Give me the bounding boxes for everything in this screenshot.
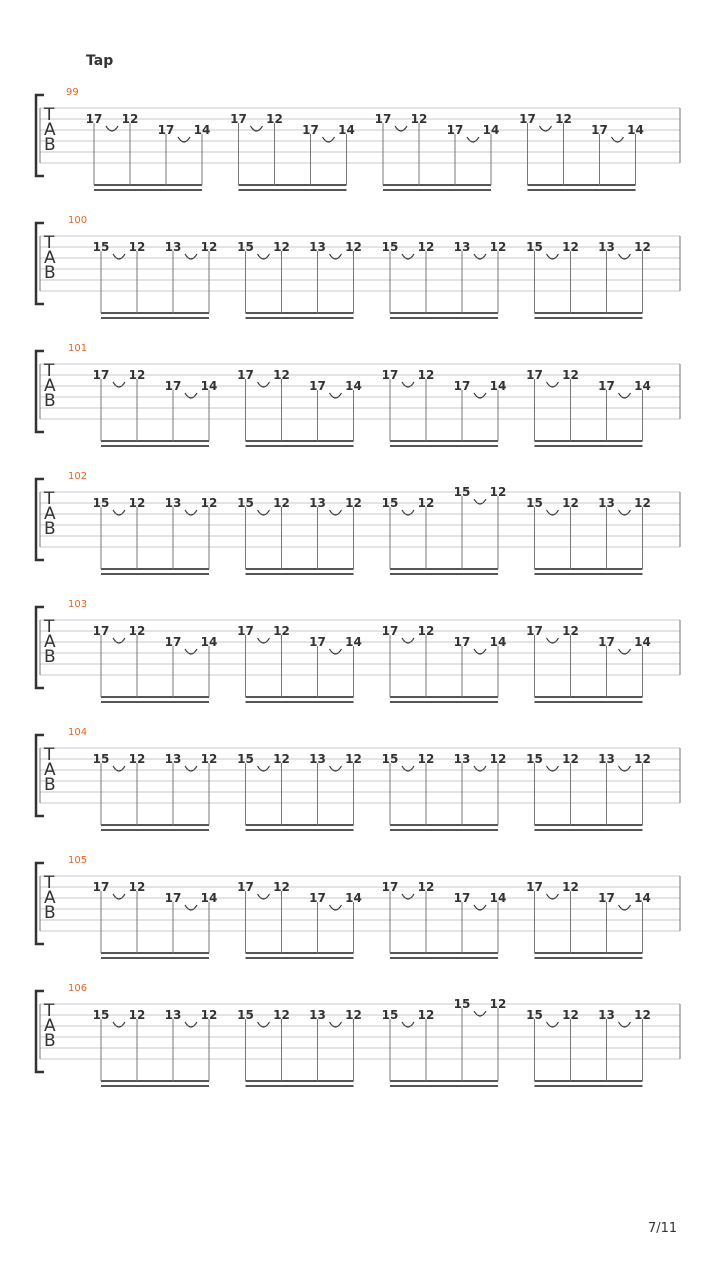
fret-number: 17 (164, 379, 182, 393)
tab-system (36, 471, 680, 574)
fret-number: 12 (273, 368, 290, 382)
fret-number: 13 (309, 240, 326, 254)
fret-number: 17 (598, 635, 615, 649)
tab-clef-letter: T (44, 873, 55, 893)
fret-number: 13 (453, 752, 471, 766)
fret-number: 12 (128, 240, 146, 254)
measure-number: 104 (68, 727, 88, 738)
fret-number: 14 (338, 123, 355, 137)
measure-number: 100 (68, 215, 88, 226)
tab-system (36, 599, 680, 702)
tab-clef-letter: B (44, 903, 56, 923)
fret-number: 15 (92, 752, 110, 766)
fret-number: 14 (634, 379, 651, 393)
fret-number: 13 (598, 240, 615, 254)
fret-number: 14 (627, 123, 644, 137)
fret-number: 17 (237, 624, 254, 638)
fret-number: 14 (200, 891, 218, 905)
fret-number: 17 (92, 368, 110, 382)
fret-number: 17 (85, 112, 103, 126)
fret-number: 12 (128, 1008, 146, 1022)
fret-number: 12 (489, 997, 507, 1011)
tab-clef-letter: T (44, 105, 55, 125)
fret-number: 15 (381, 752, 399, 766)
tab-clef-letter: A (44, 376, 56, 396)
fret-number: 13 (598, 1008, 615, 1022)
fret-number: 14 (200, 379, 218, 393)
fret-number: 15 (453, 485, 471, 499)
page-indicator: 7/11 (648, 1221, 678, 1236)
fret-number: 12 (273, 752, 290, 766)
measure-number: 101 (68, 343, 88, 354)
tab-clef-letter: B (44, 135, 56, 155)
fret-number: 17 (230, 112, 247, 126)
fret-number: 17 (381, 368, 399, 382)
fret-number: 17 (591, 123, 608, 137)
fret-number: 12 (200, 1008, 218, 1022)
fret-number: 14 (634, 891, 651, 905)
fret-number: 12 (121, 112, 139, 126)
fret-number: 12 (200, 752, 218, 766)
tab-clef-letter: T (44, 1001, 55, 1021)
fret-number: 12 (128, 752, 146, 766)
fret-number: 12 (634, 496, 651, 510)
fret-number: 15 (237, 496, 254, 510)
fret-number: 17 (164, 891, 182, 905)
fret-number: 14 (489, 379, 507, 393)
tab-clef-letter: A (44, 248, 56, 268)
fret-number: 12 (489, 240, 507, 254)
fret-number: 17 (453, 635, 471, 649)
fret-number: 13 (598, 496, 615, 510)
fret-number: 12 (489, 485, 507, 499)
fret-number: 12 (273, 1008, 290, 1022)
tab-system (36, 727, 680, 830)
fret-number: 12 (562, 1008, 579, 1022)
tab-clef-letter: A (44, 632, 56, 652)
fret-number: 17 (526, 368, 543, 382)
fret-number: 17 (381, 624, 399, 638)
fret-number: 14 (489, 891, 507, 905)
fret-number: 13 (164, 496, 182, 510)
fret-number: 17 (157, 123, 175, 137)
tab-clef-letter: B (44, 391, 56, 411)
fret-number: 17 (309, 635, 326, 649)
fret-number: 15 (381, 240, 399, 254)
fret-number: 12 (200, 496, 218, 510)
tab-system (36, 343, 680, 446)
fret-number: 12 (417, 880, 435, 894)
fret-number: 17 (302, 123, 319, 137)
fret-number: 14 (345, 635, 362, 649)
tab-clef-letter: T (44, 745, 55, 765)
fret-number: 12 (410, 112, 428, 126)
fret-number: 12 (562, 752, 579, 766)
fret-number: 13 (598, 752, 615, 766)
fret-number: 15 (453, 997, 471, 1011)
fret-number: 13 (309, 752, 326, 766)
fret-number: 13 (453, 240, 471, 254)
fret-number: 12 (273, 496, 290, 510)
fret-number: 17 (237, 880, 254, 894)
fret-number: 12 (345, 240, 362, 254)
fret-number: 12 (562, 368, 579, 382)
measure-number: 105 (68, 855, 88, 866)
fret-number: 12 (128, 496, 146, 510)
fret-number: 17 (164, 635, 182, 649)
fret-number: 17 (526, 624, 543, 638)
fret-number: 12 (273, 880, 290, 894)
fret-number: 17 (92, 624, 110, 638)
fret-number: 13 (309, 1008, 326, 1022)
tab-clef-letter: T (44, 233, 55, 253)
tab-clef-letter: T (44, 617, 55, 637)
fret-number: 15 (237, 240, 254, 254)
fret-number: 12 (345, 1008, 362, 1022)
fret-number: 15 (526, 240, 543, 254)
fret-number: 14 (193, 123, 211, 137)
fret-number: 15 (92, 1008, 110, 1022)
fret-number: 17 (309, 891, 326, 905)
fret-number: 17 (309, 379, 326, 393)
fret-number: 12 (273, 624, 290, 638)
fret-number: 12 (417, 240, 435, 254)
fret-number: 12 (417, 368, 435, 382)
fret-number: 17 (237, 368, 254, 382)
fret-number: 17 (598, 379, 615, 393)
fret-number: 14 (200, 635, 218, 649)
tab-clef-letter: T (44, 361, 55, 381)
fret-number: 15 (381, 1008, 399, 1022)
fret-number: 15 (92, 240, 110, 254)
tab-system (36, 855, 680, 958)
fret-number: 12 (489, 752, 507, 766)
measure-number: 103 (68, 599, 88, 610)
fret-number: 12 (417, 1008, 435, 1022)
fret-number: 15 (526, 1008, 543, 1022)
fret-number: 12 (345, 752, 362, 766)
fret-number: 14 (482, 123, 500, 137)
tab-clef-letter: B (44, 519, 56, 539)
fret-number: 15 (381, 496, 399, 510)
fret-number: 17 (92, 880, 110, 894)
fret-number: 12 (273, 240, 290, 254)
fret-number: 12 (562, 240, 579, 254)
fret-number: 12 (634, 1008, 651, 1022)
fret-number: 12 (266, 112, 283, 126)
fret-number: 12 (128, 368, 146, 382)
fret-number: 17 (446, 123, 464, 137)
fret-number: 13 (164, 752, 182, 766)
tab-clef-letter: B (44, 775, 56, 795)
tab-clef-letter: A (44, 760, 56, 780)
tab-clef-letter: T (44, 489, 55, 509)
fret-number: 12 (128, 624, 146, 638)
fret-number: 12 (200, 240, 218, 254)
fret-number: 12 (562, 880, 579, 894)
fret-number: 12 (417, 752, 435, 766)
tab-clef-letter: B (44, 1031, 56, 1051)
fret-number: 15 (237, 1008, 254, 1022)
fret-number: 13 (309, 496, 326, 510)
fret-number: 17 (519, 112, 536, 126)
fret-number: 17 (598, 891, 615, 905)
fret-number: 14 (345, 379, 362, 393)
measure-number: 99 (66, 87, 79, 98)
fret-number: 14 (634, 635, 651, 649)
fret-number: 12 (417, 624, 435, 638)
fret-number: 12 (128, 880, 146, 894)
tab-clef-letter: A (44, 504, 56, 524)
fret-number: 14 (489, 635, 507, 649)
fret-number: 12 (555, 112, 572, 126)
fret-number: 15 (526, 752, 543, 766)
fret-number: 15 (92, 496, 110, 510)
fret-number: 12 (345, 496, 362, 510)
tab-system (36, 215, 680, 318)
tab-clef-letter: A (44, 120, 56, 140)
fret-number: 13 (164, 240, 182, 254)
measure-number: 102 (68, 471, 88, 482)
fret-number: 17 (453, 891, 471, 905)
measure-number: 106 (68, 983, 88, 994)
fret-number: 12 (562, 496, 579, 510)
fret-number: 17 (381, 880, 399, 894)
fret-number: 12 (417, 496, 435, 510)
section-label: Tap (86, 53, 114, 69)
fret-number: 17 (374, 112, 392, 126)
tab-clef-letter: B (44, 263, 56, 283)
fret-number: 14 (345, 891, 362, 905)
fret-number: 15 (526, 496, 543, 510)
fret-number: 15 (237, 752, 254, 766)
fret-number: 12 (562, 624, 579, 638)
fret-number: 13 (164, 1008, 182, 1022)
fret-number: 12 (634, 752, 651, 766)
tab-clef-letter: A (44, 1016, 56, 1036)
fret-number: 17 (453, 379, 471, 393)
tab-clef-letter: B (44, 647, 56, 667)
tab-system (36, 983, 680, 1086)
tab-system (36, 87, 680, 190)
fret-number: 12 (634, 240, 651, 254)
fret-number: 17 (526, 880, 543, 894)
tab-clef-letter: A (44, 888, 56, 908)
